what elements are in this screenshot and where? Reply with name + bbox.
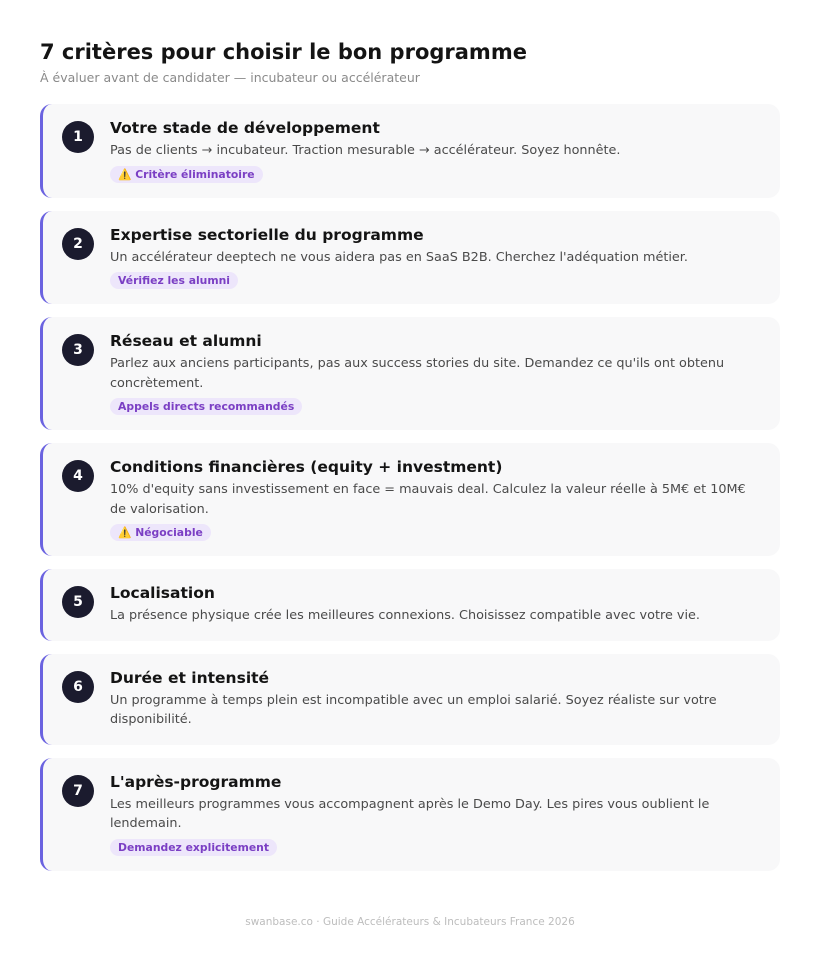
criteria-list: [40, 104, 780, 871]
criterion-number: 7: [62, 775, 94, 807]
criterion-badge: Vérifiez les alumni: [110, 272, 238, 289]
criterion-number: 4: [62, 460, 94, 492]
criterion-number: 5: [62, 586, 94, 618]
criterion-description: Pas de clients → incubateur. Traction mesurable → accélérateur. Soyez honnête.: [110, 143, 621, 158]
criterion-title: L'après-programme: [110, 772, 282, 791]
page: [40, 37, 780, 884]
criterion-card: [40, 569, 780, 641]
footer-credit: swanbase.co · Guide Accélérateurs & Incubateurs France 2026: [245, 916, 575, 928]
criterion-description: Les meilleurs programmes vous accompagnent après le Demo Day. Les pires vous oublient le lendemain.: [110, 796, 710, 831]
criterion-description: Un accélérateur deeptech ne vous aidera pas en SaaS B2B. Cherchez l'adéquation métier.: [110, 249, 688, 265]
page-title: 7 critères pour choisir le bon programme: [40, 40, 527, 64]
criterion-description: Un programme à temps plein est incompatible avec un emploi salarié. Soyez réaliste sur votre disponibilité.: [110, 692, 717, 727]
criterion-number: 2: [62, 228, 94, 260]
criterion-title: Réseau et alumni: [110, 332, 262, 350]
criterion-card: [40, 104, 780, 198]
criterion-description: Parlez aux anciens participants, pas aux success stories du site. Demandez ce qu'ils ont obtenu concrètement.: [110, 356, 725, 391]
criterion-card: [40, 211, 780, 305]
criterion-number: 1: [62, 121, 94, 153]
criterion-card: [40, 758, 780, 871]
criterion-description: La présence physique crée les meilleures connexions. Choisissez compatible avec votre vie.: [110, 608, 700, 623]
criterion-badge: Demandez explicitement: [110, 839, 277, 856]
criterion-title: Conditions financières (equity + investment): [110, 458, 503, 476]
criterion-card: [40, 654, 780, 745]
criterion-number: 6: [62, 671, 94, 703]
criterion-number: 3: [62, 334, 94, 366]
criterion-description: 10% d'equity sans investissement en face = mauvais deal. Calculez la valeur réelle à 5M€ et 10M€ de valorisation.: [110, 482, 746, 517]
criterion-badge: ⚠️ Critère éliminatoire: [110, 166, 263, 183]
criterion-title: Durée et intensité: [110, 668, 270, 687]
criterion-card: [40, 317, 780, 430]
criterion-badge: Appels directs recommandés: [110, 398, 302, 415]
criterion-title: Votre stade de développement: [110, 119, 380, 137]
criterion-card: [40, 443, 780, 556]
criterion-title: Localisation: [110, 584, 215, 602]
page-subtitle: À évaluer avant de candidater — incubateur ou accélérateur: [40, 70, 420, 85]
criterion-badge: ⚠️ Négociable: [110, 524, 211, 541]
criterion-title: Expertise sectorielle du programme: [110, 225, 424, 244]
